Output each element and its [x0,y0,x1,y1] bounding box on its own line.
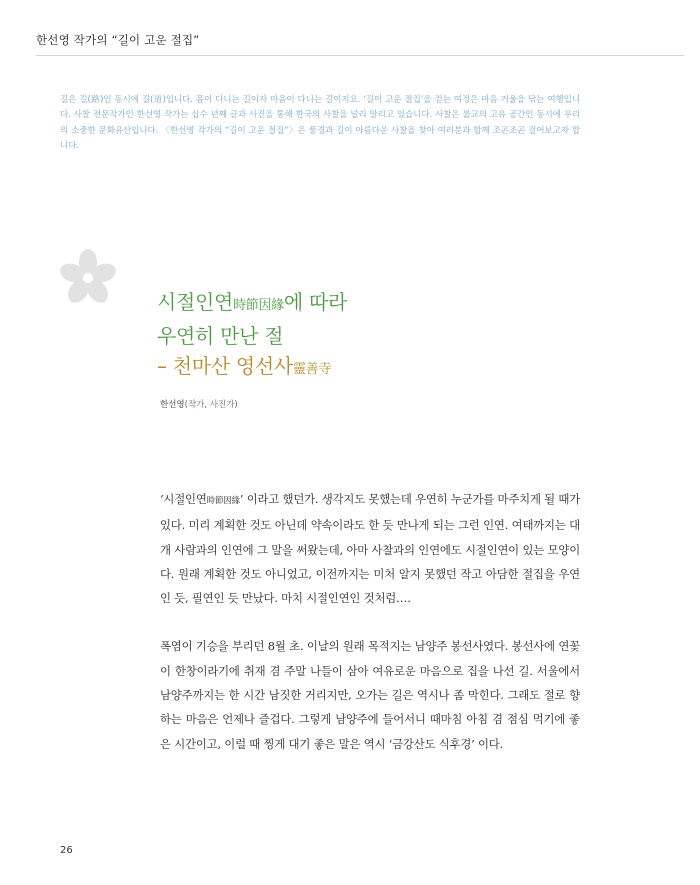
title-line-3-hanja: 靈善寺 [292,362,332,377]
title-line-3 [157,351,347,385]
title-line-1 [157,287,347,321]
title-line-1-pre: 시절인연 [157,290,234,314]
body-paragraph-2: 폭염이 기승을 부리던 8월 초. 이날의 원래 목적지는 남양주 봉선사였다. 봉선사에 연꽃이 한창이라기에 취재 겸 주말 나들이 삼아 여유로운 마음으로 집을 나선 길. 서울에서 남양주까지는 한 시간 남짓한 거리지만, 오가는 길은 역시나 좀 막힌다. 그래도 절로 향하는 마음은 언제나 즐겁다. 그렇게 남양주에 들어서니 때마침 아침 겸 점심 먹기에 좋은 시간이고, 이럴 때 찡게 대기 좋은 말은 역시 ‘금강산도 식후경’ 이다. [160,639,580,751]
article-title [157,287,347,385]
title-line-1-hanja: 時節因緣 [233,298,284,313]
body-paragraph-1-hanja: 時節因緣 [206,496,240,506]
header-divider [36,55,684,56]
article-body [160,487,580,780]
flower-icon [58,248,118,308]
title-line-2: 우연히 만난 절 [157,324,284,348]
page-number: 26 [60,845,73,856]
author-byline [160,398,238,410]
body-paragraph-1-pre: ‘시절인연 [160,492,207,506]
intro-paragraph: 길은 길(路)인 동시에 길(道)입니다. 몸이 다니는 길이자 마음이 다니는 길이지요. ‘길이 고운 절집’을 걷는 여정은 마음 거울을 닦는 여행입니다. 사찰 전문작가인 한선영 작가는 십수 년째 글과 사진을 통해 한국의 사찰을 널리 알리고 있습니다. 사찰은 불교의 고유 공간인 동시에 우리의 소중한 문화유산입니다. 〈한선영 작가의 “길이 고운 절집”〉은 풍경과 길이 아름다운 사찰을 찾아 여러분과 함께 조곤조곤 걸어보고자 합니다. [60,95,580,152]
author-name: 한선영 [160,400,185,410]
body-paragraph-1 [160,487,580,610]
running-header: 한선영 작가의 “길이 고운 절집” [36,33,200,47]
title-line-3-pre: – 천마산 영선사 [157,354,293,378]
title-line-1-post: 에 따라 [283,290,348,314]
body-paragraph-1-post: ’ 이라고 했던가. 생각지도 못했는데 우연히 누군가를 마주치게 될 때가 있다. 미리 계획한 것도 아닌데 약속이라도 한 듯 만나게 되는 그런 인연. 여태까지는 대개 사람과의 인연에 그 말을 써왔는데, 아마 사찰과의 인연에도 시절인연이 있는 모양이다. 원래 계획한 것도 아니었고, 이전까지는 미처 알지 못했던 작고 아담한 절집을 우연인 듯, 필연인 듯 만났다. 마치 시절인연인 것처럼…. [160,492,581,606]
author-role: (작가, 사진가) [184,400,238,410]
